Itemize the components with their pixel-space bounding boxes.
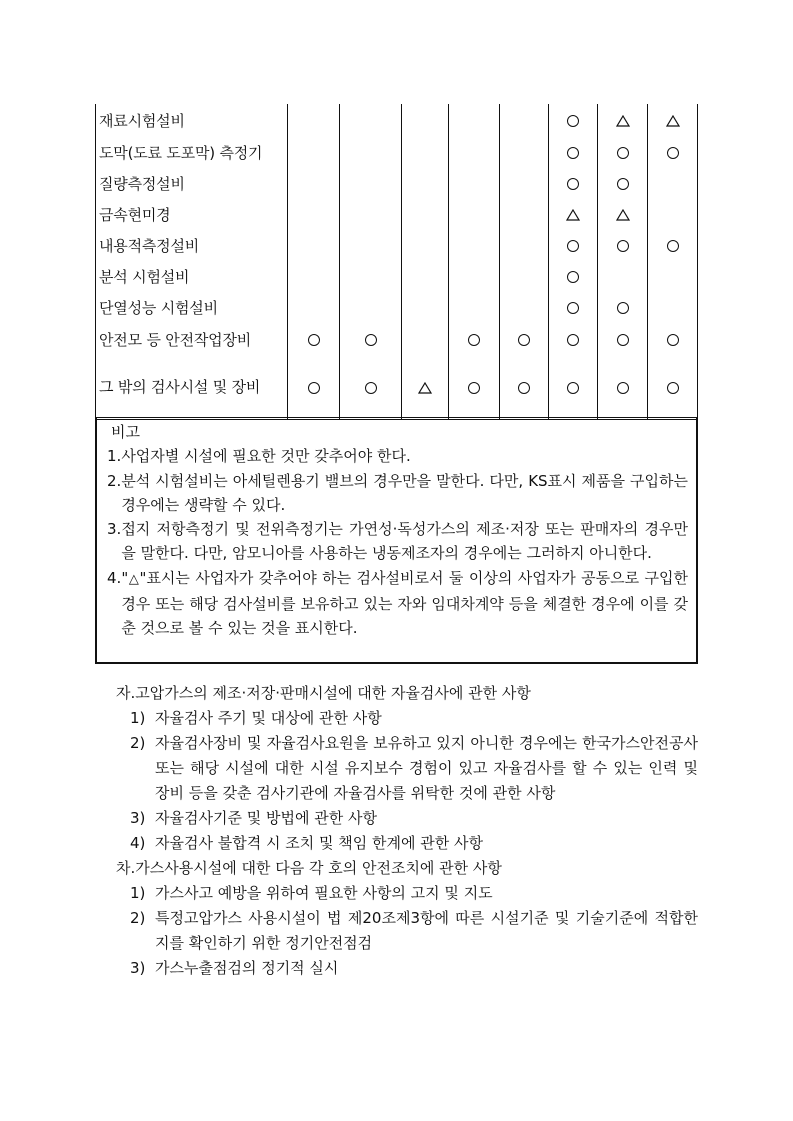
mark-cell xyxy=(648,261,698,292)
circle-mark-icon xyxy=(365,382,377,394)
subitem-marker: 3) xyxy=(130,959,146,977)
circle-mark-icon xyxy=(567,271,579,283)
circle-mark-icon xyxy=(667,334,679,346)
mark-cell xyxy=(288,137,340,168)
mark-cell xyxy=(598,104,648,137)
subitem-marker: 1) xyxy=(130,709,146,727)
table-row xyxy=(96,230,698,261)
mark-cell xyxy=(288,261,340,292)
circle-mark-icon xyxy=(667,382,679,394)
equipment-table xyxy=(95,104,698,420)
table-row xyxy=(96,323,698,356)
mark-cell xyxy=(449,230,500,261)
mark-cell xyxy=(288,104,340,137)
mark-cell xyxy=(598,261,648,292)
mark-cell xyxy=(340,230,402,261)
mark-cell xyxy=(500,104,549,137)
mark-cell xyxy=(549,104,598,137)
mark-cell xyxy=(648,230,698,261)
mark-cell xyxy=(500,356,549,419)
sections xyxy=(116,681,698,981)
equipment-name: 질량측정설비 xyxy=(96,168,288,199)
circle-mark-icon xyxy=(518,382,530,394)
triangle-mark-icon xyxy=(666,115,680,127)
notes-box xyxy=(95,417,698,664)
mark-cell xyxy=(500,292,549,323)
subitem-marker: 4) xyxy=(130,834,146,852)
mark-cell xyxy=(340,137,402,168)
subitem-text: 자율검사장비 및 자율검사요원을 보유하고 있지 아니한 경우에는 한국가스안전공사 또는 해당 시설에 대한 시설 유지보수 경험이 있고 자율검사를 할 수 있는 인력 및 장비 등을 갖춘 검사기관에 자율검사를 위탁한 것에 관한 사항 xyxy=(155,734,698,802)
mark-cell xyxy=(402,356,449,419)
equipment-name: 재료시험설비 xyxy=(96,104,288,137)
section-marker: 자. xyxy=(116,684,136,702)
mark-cell xyxy=(340,104,402,137)
circle-mark-icon xyxy=(617,240,629,252)
circle-mark-icon xyxy=(468,334,480,346)
mark-cell xyxy=(549,168,598,199)
note-text-rest: "표시는 사업자가 갖추어야 하는 검사설비로서 둘 이상의 사업자가 공동으로 구입한 경우 또는 해당 검사설비를 보유하고 있는 자와 임대차계약 등을 체결한 경우에 이를 갖춘 것으로 볼 수 있는 것을 표시한다. xyxy=(121,568,688,638)
circle-mark-icon xyxy=(617,178,629,190)
mark-cell xyxy=(288,230,340,261)
mark-cell xyxy=(648,356,698,419)
table-row xyxy=(96,168,698,199)
mark-cell xyxy=(500,199,549,230)
circle-mark-icon xyxy=(567,302,579,314)
subitem-text: 자율검사 주기 및 대상에 관한 사항 xyxy=(155,709,382,727)
mark-cell xyxy=(288,356,340,419)
mark-cell xyxy=(449,199,500,230)
circle-mark-icon xyxy=(567,240,579,252)
mark-cell xyxy=(288,292,340,323)
section-title: 가스사용시설에 대한 다음 각 호의 안전조치에 관한 사항 xyxy=(135,859,502,877)
mark-cell xyxy=(500,168,549,199)
subitem-text: 가스누출점검의 정기적 실시 xyxy=(155,959,339,977)
circle-mark-icon xyxy=(518,334,530,346)
mark-cell xyxy=(549,323,598,356)
circle-mark-icon xyxy=(667,240,679,252)
circle-mark-icon xyxy=(308,382,320,394)
triangle-mark-icon xyxy=(566,209,580,221)
mark-cell xyxy=(340,323,402,356)
table-row xyxy=(96,356,698,419)
subitem-marker: 2) xyxy=(130,909,146,927)
mark-cell xyxy=(449,104,500,137)
section-heading xyxy=(116,681,698,706)
note-number: 4. xyxy=(107,568,122,587)
mark-cell xyxy=(288,168,340,199)
table-row xyxy=(96,104,698,137)
mark-cell xyxy=(340,199,402,230)
note-item xyxy=(107,566,688,641)
mark-cell xyxy=(648,104,698,137)
equipment-name: 금속현미경 xyxy=(96,199,288,230)
note-item xyxy=(107,444,688,468)
section-subitem xyxy=(116,706,698,731)
circle-mark-icon xyxy=(567,334,579,346)
table-row xyxy=(96,292,698,323)
mark-cell xyxy=(340,292,402,323)
mark-cell xyxy=(402,137,449,168)
circle-mark-icon xyxy=(567,115,579,127)
mark-cell xyxy=(549,199,598,230)
mark-cell xyxy=(288,323,340,356)
circle-mark-icon xyxy=(667,147,679,159)
subitem-marker: 2) xyxy=(130,734,146,752)
circle-mark-icon xyxy=(365,334,377,346)
mark-cell xyxy=(598,323,648,356)
mark-cell xyxy=(500,261,549,292)
circle-mark-icon xyxy=(468,382,480,394)
section-subitem xyxy=(116,806,698,831)
mark-cell xyxy=(648,292,698,323)
section-subitem xyxy=(116,831,698,856)
mark-cell xyxy=(402,230,449,261)
circle-mark-icon xyxy=(617,334,629,346)
subitem-text: 자율검사 불합격 시 조치 및 책임 한계에 관한 사항 xyxy=(155,834,483,852)
note-item xyxy=(107,517,688,566)
table-row xyxy=(96,261,698,292)
circle-mark-icon xyxy=(617,147,629,159)
mark-cell xyxy=(402,261,449,292)
equipment-name: 내용적측정설비 xyxy=(96,230,288,261)
mark-cell xyxy=(449,168,500,199)
subitem-text: 가스사고 예방을 위하여 필요한 사항의 고지 및 지도 xyxy=(155,884,493,902)
mark-cell xyxy=(402,168,449,199)
mark-cell xyxy=(549,261,598,292)
mark-cell xyxy=(598,292,648,323)
circle-mark-icon xyxy=(567,178,579,190)
mark-cell xyxy=(449,292,500,323)
circle-mark-icon xyxy=(617,382,629,394)
subitem-marker: 1) xyxy=(130,884,146,902)
equipment-name: 도막(도료 도포막) 측정기 xyxy=(96,137,288,168)
mark-cell xyxy=(402,104,449,137)
mark-cell xyxy=(598,356,648,419)
note-text: 접지 저항측정기 및 전위측정기는 가연성·독성가스의 제조·저장 또는 판매자의 경우만을 말한다. 다만, 암모니아를 사용하는 냉동제조자의 경우에는 그러하지 아니한다. xyxy=(121,520,688,563)
notes-heading: 비고 xyxy=(111,423,140,441)
subitem-text: 자율검사기준 및 방법에 관한 사항 xyxy=(155,809,377,827)
mark-cell xyxy=(648,137,698,168)
triangle-symbol: △ xyxy=(128,571,140,587)
mark-cell xyxy=(500,323,549,356)
mark-cell xyxy=(549,230,598,261)
mark-cell xyxy=(549,356,598,419)
triangle-mark-icon xyxy=(418,382,432,394)
section-subitem xyxy=(116,731,698,806)
table-row xyxy=(96,199,698,230)
mark-cell xyxy=(449,261,500,292)
mark-cell xyxy=(449,137,500,168)
equipment-name: 분석 시험설비 xyxy=(96,261,288,292)
mark-cell xyxy=(598,168,648,199)
mark-cell xyxy=(500,230,549,261)
circle-mark-icon xyxy=(308,334,320,346)
circle-mark-icon xyxy=(567,147,579,159)
equipment-name: 안전모 등 안전작업장비 xyxy=(96,323,288,356)
note-text xyxy=(121,566,688,641)
triangle-mark-icon xyxy=(616,209,630,221)
circle-mark-icon xyxy=(567,382,579,394)
note-item xyxy=(107,469,688,518)
mark-cell xyxy=(648,199,698,230)
section-subitem xyxy=(116,906,698,956)
table-row xyxy=(96,137,698,168)
section-subitem xyxy=(116,956,698,981)
mark-cell xyxy=(340,168,402,199)
mark-cell xyxy=(340,261,402,292)
mark-cell xyxy=(340,356,402,419)
section-heading xyxy=(116,856,698,881)
circle-mark-icon xyxy=(617,302,629,314)
note-number: 3. xyxy=(107,520,122,539)
mark-cell xyxy=(648,168,698,199)
note-number: 2. xyxy=(107,471,122,490)
mark-cell xyxy=(549,292,598,323)
equipment-name: 단열성능 시험설비 xyxy=(96,292,288,323)
subitem-text: 특정고압가스 사용시설이 법 제20조제3항에 따른 시설기준 및 기술기준에 적합한지를 확인하기 위한 정기안전점검 xyxy=(155,909,698,952)
section-subitem xyxy=(116,881,698,906)
mark-cell xyxy=(500,137,549,168)
mark-cell xyxy=(449,356,500,419)
note-text: 분석 시험설비는 아세틸렌용기 밸브의 경우만을 말한다. 다만, KS표시 제품을 구입하는 경우에는 생략할 수 있다. xyxy=(121,471,688,514)
section-title: 고압가스의 제조·저장·판매시설에 대한 자율검사에 관한 사항 xyxy=(135,684,531,702)
mark-cell xyxy=(402,199,449,230)
subitem-marker: 3) xyxy=(130,809,146,827)
note-text: 사업자별 시설에 필요한 것만 갖추어야 한다. xyxy=(121,447,411,466)
section-marker: 차. xyxy=(116,859,136,877)
mark-cell xyxy=(598,137,648,168)
mark-cell xyxy=(288,199,340,230)
triangle-mark-icon xyxy=(616,115,630,127)
note-number: 1. xyxy=(107,447,122,466)
mark-cell xyxy=(598,199,648,230)
mark-cell xyxy=(402,323,449,356)
mark-cell xyxy=(402,292,449,323)
mark-cell xyxy=(648,323,698,356)
mark-cell xyxy=(598,230,648,261)
note-quote-open: " xyxy=(121,568,129,587)
equipment-name: 그 밖의 검사시설 및 장비 xyxy=(96,356,288,419)
mark-cell xyxy=(549,137,598,168)
mark-cell xyxy=(449,323,500,356)
